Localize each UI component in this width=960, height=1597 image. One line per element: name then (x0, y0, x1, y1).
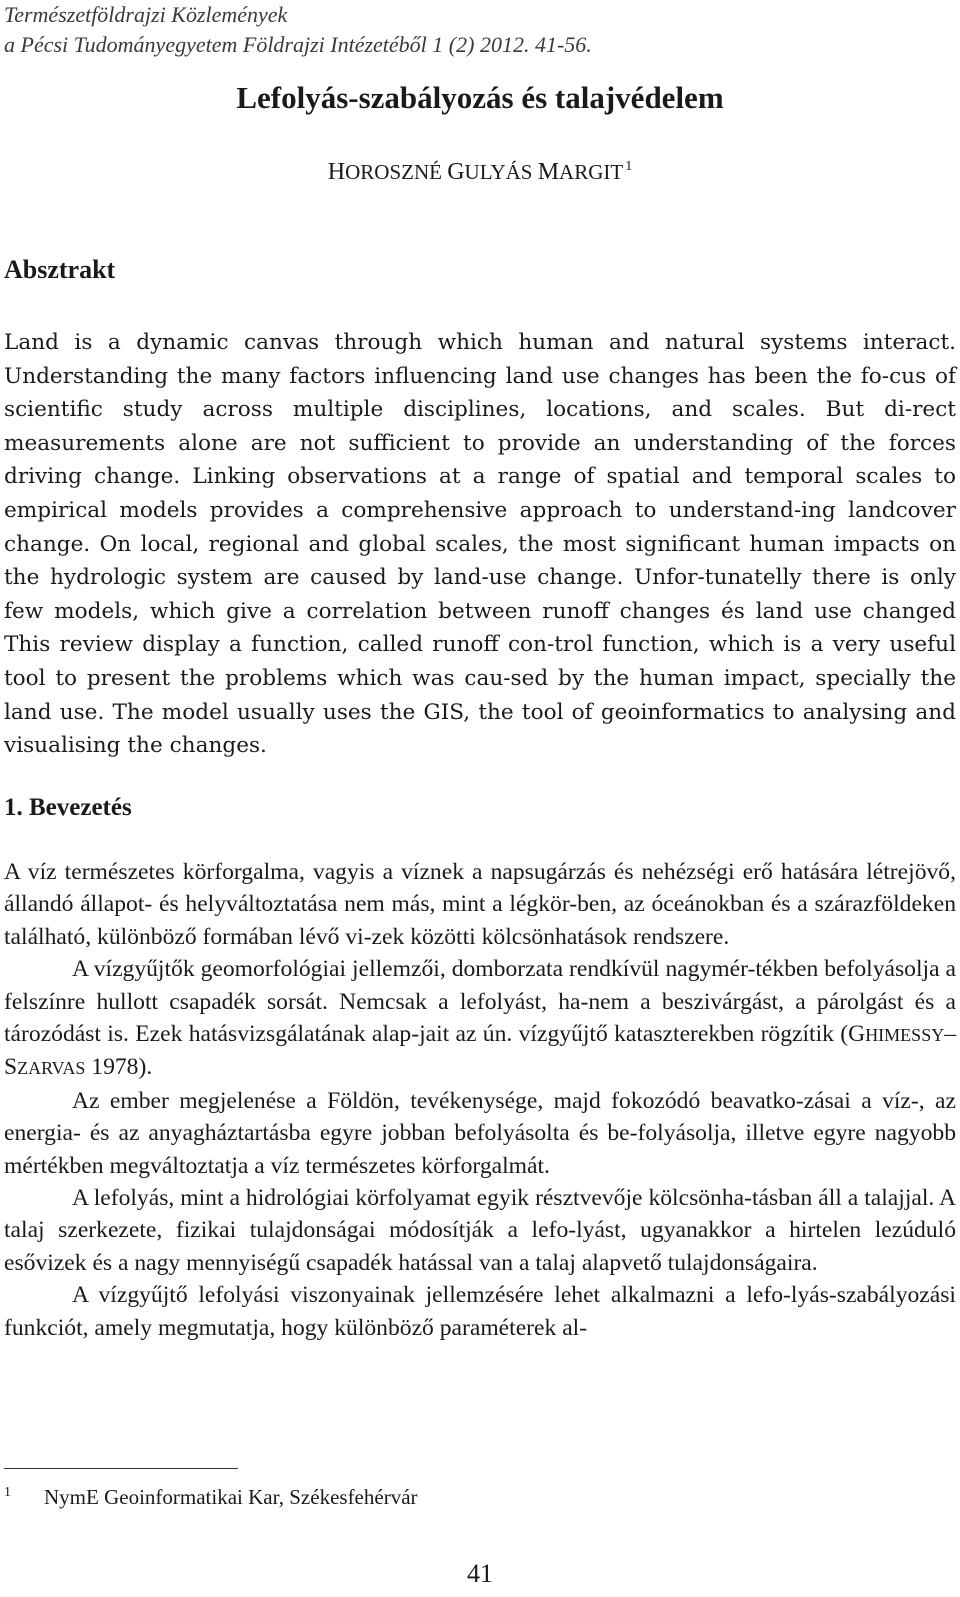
author-initial-1: H (327, 159, 346, 185)
citation-separator: – (944, 1021, 956, 1048)
footnote-rule (4, 1468, 238, 1469)
intro-paragraph-2 (4, 953, 956, 1085)
journal-issue: a Pécsi Tudományegyetem Földrajzi Intézetéből 1 (2) 2012. 41-56. (4, 32, 592, 57)
journal-name: Természetföldrajzi Közlemények (4, 2, 288, 27)
author-name-2: ULYÁS (464, 160, 533, 184)
author-name-3: ARGIT (559, 160, 624, 184)
intro-body (4, 856, 956, 1344)
footnote-text: NymE Geoinformatikai Kar, Székesfehérvár (44, 1485, 418, 1509)
citation-author-2-initial: S (4, 1054, 18, 1081)
author-name-1: OROSZNÉ (345, 160, 442, 184)
footnote (4, 1479, 418, 1511)
author-initial-3: M (537, 159, 560, 185)
intro-paragraph-3: Az ember megjelenése a Földön, tevékenysége, majd fokozódó beavatko-zásai a víz-, az energia- és az anyagháztartásba egyre jobban befolyásolta és be-folyásolja, illetve egyre nagyobb mértékben megváltoztatja a víz természetes körforgalmát. (4, 1087, 956, 1179)
citation-year: 1978). (85, 1054, 153, 1081)
page-number: 41 (467, 1559, 493, 1588)
section-heading-intro: 1. Bevezetés (4, 794, 132, 821)
journal-header (4, 0, 592, 60)
paper-title: Lefolyás-szabályozás és talajvédelem (236, 80, 724, 115)
citation-author-1-initial: G (848, 1021, 866, 1048)
abstract-heading: Absztrakt (4, 255, 116, 284)
intro-paragraph-2-text: A vízgyűjtők geomorfológiai jellemzői, domborzata rendkívül nagymér-tékben befolyásolja a felszínre hullott csapadék sorsát. Nemcsak a lefolyást, ha-nem a beszivárgást, a párolgást és a tározódást is. Ezek hatásvizsgálatának alap-jait az ún. vízgyűjtő kataszterekben rögzítik ( (4, 956, 956, 1048)
intro-paragraph-5: A vízgyűjtő lefolyási viszonyainak jellemzésére lehet alkalmazni a lefo-lyás-szabályozási funkciót, amely megmutatja, hogy különböző paraméterek al- (4, 1282, 956, 1341)
citation-author-2: ZARVAS (17, 1058, 86, 1079)
intro-paragraph-4: A lefolyás, mint a hidrológiai körfolyamat egyik résztvevője kölcsönha-tásban áll a talajjal. A talaj szerkezete, fizikai tulajdonságai módosítják a lefo-lyást, ugyanakkor a hirtelen lezúduló esővizek és a nagy mennyiségű csapadék hatással van a talaj alapvető tulajdonságaira. (4, 1185, 956, 1276)
author-line (0, 152, 960, 187)
citation-author-1: HIMESSY (865, 1025, 945, 1046)
footnote-mark: 1 (4, 1485, 11, 1500)
abstract-text: Land is a dynamic canvas through which human and natural systems interact. Understanding the many factors influencing land use changes has been the fo-cus of scientific study across multiple disciplines, locations, and scales. But di-rect measurements alone are not sufficient to provide an understanding of the forces driving change. Linking observations at a range of spatial and temporal scales to empirical models provides a comprehensive approach to understand-ing landcover change. On local, regional and global scales, the most significant human impacts on the hydrologic system are caused by land-use change. Unfor-tunatelly there is only few models, which give a correlation between runoff changes és land use changed This review display a function, called runoff con-trol function, which is a very useful tool to present the problems which was cau-sed by the human impact, specially the land use. The model usually uses the GIS, the tool of geoinformatics to analysing and visualising the changes. (4, 330, 956, 759)
author-footnote-mark: 1 (625, 159, 633, 174)
intro-paragraph-1: A víz természetes körforgalma, vagyis a víznek a napsugárzás és nehézségi erő hatására létrejövő, állandó állapot- és helyváltoztatása nem más, mint a légkör-ben, az óceánokban és a szárazföldeken található, különböző formában lévő vi-zek közötti kölcsönhatások rendszere. (4, 859, 956, 950)
author-initial-2: G (447, 159, 465, 185)
